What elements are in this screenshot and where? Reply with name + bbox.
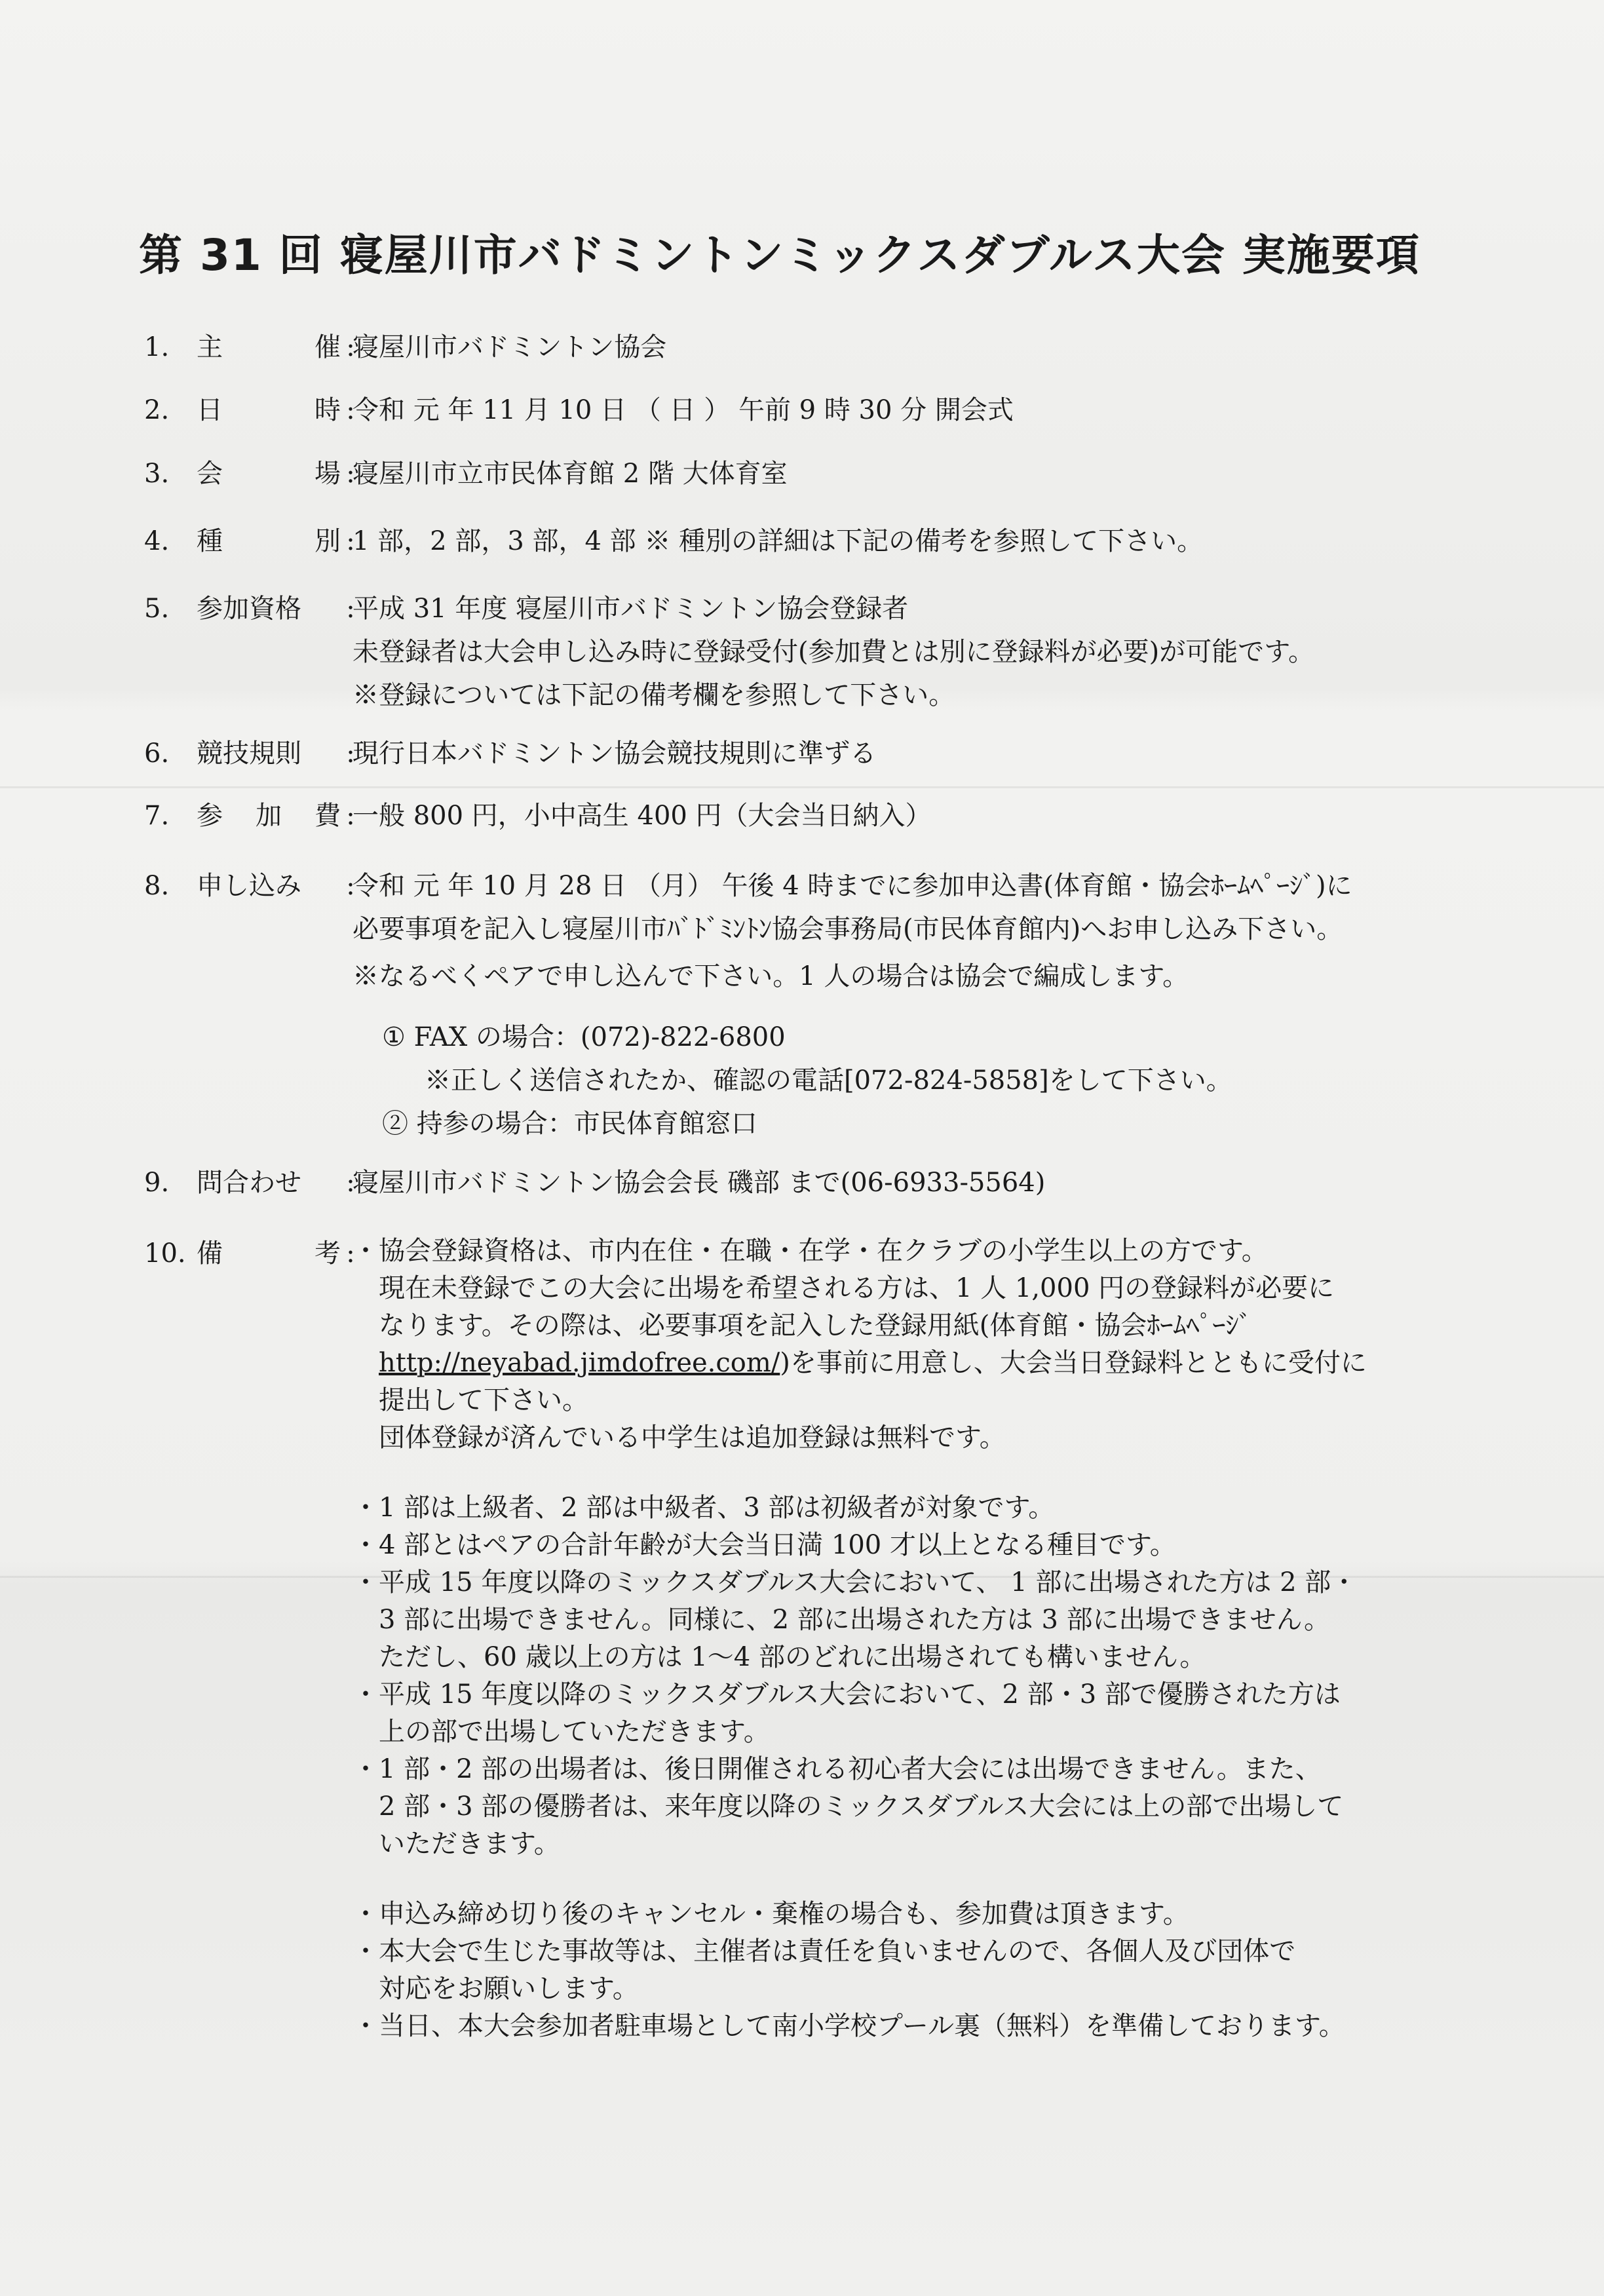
item-label-part: 競技規則	[197, 738, 301, 769]
item-value-line: 寝屋川市バドミントン協会	[353, 332, 667, 362]
note-line: 現在未登録でこの大会に出場を希望される方は、1 人 1,000 円の登録料が必要に	[379, 1273, 1335, 1303]
item-label	[197, 520, 341, 563]
note-item: ・1 部・2 部の出場者は、後日開催される初心者大会には出場できません。また、	[353, 1754, 1322, 1784]
item-label-part: 参	[197, 801, 223, 831]
item-value	[353, 389, 1597, 432]
item-value-line: 一般 800 円，小中高生 400 円（大会当日納入）	[353, 801, 932, 831]
item-label-part: 時	[315, 395, 341, 425]
item-value	[353, 794, 1597, 837]
item-label	[197, 794, 341, 837]
note-item: ・当日、本大会参加者駐車場として南小学校プール裏（無料）を準備しております。	[353, 2011, 1345, 2041]
item-label	[197, 1232, 341, 1275]
item-colon: :	[346, 1238, 355, 1269]
note-line: ただし、60 歳以上の方は 1～4 部のどれに出場されても構いません。	[379, 1642, 1206, 1672]
item-value-line: 令和 元 年 11 月 10 日 （ 日 ） 午前 9 時 30 分 開会式	[353, 395, 1014, 425]
note-line: http://neyabad.jimdofree.com/)を事前に用意し、大会当日登録料とともに受付に	[379, 1348, 1367, 1378]
item-value	[353, 1161, 1597, 1204]
misc-notes	[353, 1896, 1552, 2045]
item-label-part: 主	[197, 332, 223, 362]
notes-block	[353, 1233, 1552, 2045]
item-number: 1.	[144, 332, 170, 362]
note-item: ・平成 15 年度以降のミックスダブルス大会において、2 部・3 部で優勝された方は	[353, 1679, 1341, 1710]
item-value-line: 未登録者は大会申し込み時に登録受付(参加費とは別に登録料が必要)が可能です。	[353, 637, 1315, 667]
item-value-line: ※なるべくペアで申し込んで下さい。1 人の場合は協会で編成します。	[353, 961, 1189, 991]
item-colon: :	[346, 801, 355, 831]
item-number: 6.	[144, 738, 170, 769]
note-line: 団体登録が済んでいる中学生は追加登録は無料です。	[379, 1423, 1006, 1453]
item-label-part: 場	[315, 459, 341, 489]
note-line: 上の部で出場していただきます。	[379, 1717, 770, 1747]
note-item: ・4 部とはペアの合計年齢が大会当日満 100 才以上となる種目です。	[353, 1530, 1176, 1560]
item-value	[353, 864, 1597, 998]
item-value-line: 必要事項を記入し寝屋川市ﾊﾞﾄﾞﾐﾝﾄﾝ協会事務局(市民体育館内)へお申し込み下さい。	[353, 914, 1343, 944]
item-label	[197, 864, 341, 908]
item-colon: :	[346, 395, 355, 425]
item-label-part: 備	[197, 1238, 223, 1269]
item-label-part: 日	[197, 395, 223, 425]
item-colon: :	[346, 871, 355, 901]
fax-note: ※正しく送信されたか、確認の電話[072-824-5858]をして下さい。	[425, 1065, 1232, 1096]
item-colon: :	[346, 526, 355, 556]
item-colon: :	[346, 459, 355, 489]
item-label-part: 考	[315, 1238, 341, 1269]
note-line: いただきます。	[379, 1829, 560, 1859]
note-item: ・平成 15 年度以降のミックスダブルス大会において、 1 部に出場された方は 2 部・	[353, 1567, 1358, 1598]
item-colon: :	[346, 594, 355, 624]
item-value	[353, 732, 1597, 775]
item-value	[353, 587, 1597, 717]
item-value	[353, 452, 1597, 495]
item-label	[197, 1161, 341, 1204]
note-line: 3 部に出場できません。同様に、2 部に出場された方は 3 部に出場できません。	[379, 1605, 1331, 1635]
item-label	[197, 732, 341, 775]
item-label-part: 催	[315, 332, 341, 362]
note-line: なります。その際は、必要事項を記入した登録用紙(体育館・協会ﾎｰﾑﾍﾟｰｼﾞ	[379, 1311, 1252, 1341]
item-label	[197, 452, 341, 495]
item-value-line: 現行日本バドミントン協会競技規則に準ずる	[353, 738, 877, 769]
item-number: 2.	[144, 395, 170, 425]
item-value-line: 平成 31 年度 寝屋川市バドミントン協会登録者	[353, 594, 909, 624]
item-number: 7.	[144, 801, 170, 831]
item-label-part: 会	[197, 459, 223, 489]
item-value-line: ※登録については下記の備考欄を参照して下さい。	[353, 680, 955, 710]
item-value-line: 寝屋川市バドミントン協会会長 磯部 まで(06-6933-5564)	[353, 1168, 1046, 1198]
item-number: 5.	[144, 594, 170, 624]
item-label-part: 申し込み	[197, 871, 301, 901]
note-item: ・1 部は上級者、2 部は中級者、3 部は初級者が対象です。	[353, 1493, 1055, 1523]
note-item: ・協会登録資格は、市内在住・在職・在学・在クラブの小学生以上の方です。	[353, 1236, 1268, 1266]
item-value	[353, 326, 1597, 369]
item-label-part: 費	[315, 801, 341, 831]
note-item: ・申込み締め切り後のキャンセル・棄権の場合も、参加費は頂きます。	[353, 1899, 1189, 1929]
item-label-part: 加	[256, 801, 282, 831]
item-value-line: 1 部，2 部，3 部，4 部 ※ 種別の詳細は下記の備考を参照して下さい。	[353, 526, 1204, 556]
bring-line: ② 持参の場合：市民体育館窓口	[382, 1109, 757, 1139]
item-number: 9.	[144, 1168, 170, 1198]
item-number: 10.	[144, 1238, 186, 1269]
item-number: 3.	[144, 459, 170, 489]
item-number: 4.	[144, 526, 170, 556]
fax-line: ① FAX の場合：(072)-822-6800	[382, 1022, 786, 1052]
note-line: 2 部・3 部の優勝者は、来年度以降のミックスダブルス大会には上の部で出場して	[379, 1791, 1344, 1822]
item-label	[197, 587, 341, 630]
item-colon: :	[346, 738, 355, 769]
note-item: ・本大会で生じた事故等は、主催者は責任を負いませんので、各個人及び団体で	[353, 1936, 1296, 1966]
item-colon: :	[346, 1168, 355, 1198]
item-colon: :	[346, 332, 355, 362]
item-label-part: 問合わせ	[197, 1168, 301, 1198]
note-line: 提出して下さい。	[379, 1385, 588, 1415]
item-label-part: 別	[315, 526, 341, 556]
item-label	[197, 389, 341, 432]
item-value-line: 令和 元 年 10 月 28 日 （月） 午後 4 時までに参加申込書(体育館・協会ﾎｰﾑﾍﾟｰｼﾞ)に	[353, 871, 1352, 901]
item-label	[197, 326, 341, 369]
item-number: 8.	[144, 871, 170, 901]
item-label-part: 参加資格	[197, 594, 301, 624]
note-line: 対応をお願いします。	[379, 1974, 639, 2004]
division-notes	[353, 1489, 1552, 1863]
fold-line	[0, 786, 1604, 788]
document-title: 第 31 回 寝屋川市バドミントンミックスダブルス大会 実施要項	[139, 230, 1421, 280]
association-link[interactable]: http://neyabad.jimdofree.com/	[379, 1348, 780, 1378]
item-value	[353, 520, 1597, 563]
item-label-part: 種	[197, 526, 223, 556]
item-value-line: 寝屋川市立市民体育館 2 階 大体育室	[353, 459, 788, 489]
